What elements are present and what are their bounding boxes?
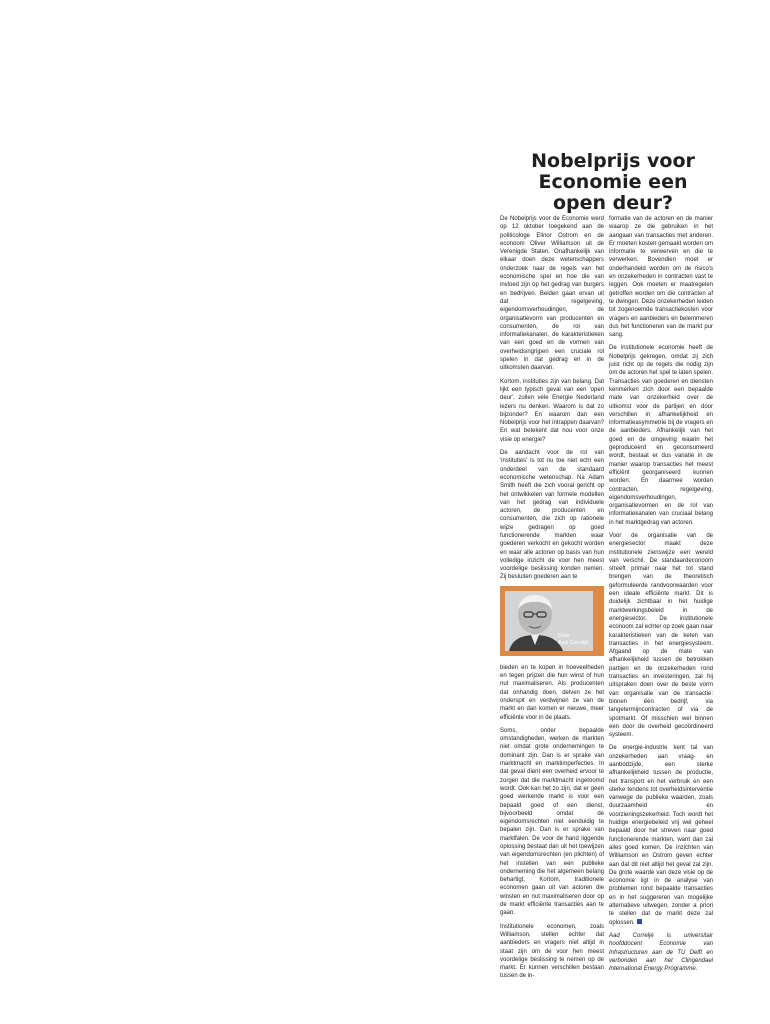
right-column xyxy=(609,215,713,978)
paragraph-final xyxy=(609,744,713,927)
title-line-1: Nobelprijs voor xyxy=(531,150,695,172)
author-photo-frame xyxy=(500,586,604,656)
paragraph: Institutionele economen, zoals Williamson, stellen echter dat aanbieders en vragers niet altijd in staat zijn om de voor hen meest voordelige beslissing te nemen op de markt. Er kunnen verschillen bestaan tussen de in- xyxy=(500,923,604,980)
photo-caption xyxy=(558,633,598,647)
paragraph-text: De energie-industrie kent tal van onzekerheden aan vraag- en aanbodzijde, een sterke afhankelijkheid tussen de productie, het transport en het verbruik en een sterke tendens tot overheidsinterventie vanwege de publieke waarden, zoals duurzaamheid en voorzieningszekerheid. Toch wordt het huidige energiebeleid vrij wel geheel bepaald door het streven naar goed functionerende markten, want dan zal alles goed komen. De inzichten van Williamson en Ostrom geven echter aan dat dit niet altijd het geval zal zijn. De grote waarde van deze visie op de economie ligt in de analyse van problemen rond bepaalde transacties en in het suggereren van mogelijke alternatieve uitwegen, zonder a priori te stellen dat de markt deze zal oplossen. xyxy=(609,745,713,926)
left-column xyxy=(500,215,604,986)
caption-author: Aad Correljé xyxy=(558,639,589,646)
caption-by: Door xyxy=(558,632,570,639)
title-line-3: open deur? xyxy=(552,192,674,214)
paragraph: Voor de organisatie van de energiesector maakt deze institutionele zienswijze een wereld van verschil. De standaardeconoom streeft primair naar het tot stand brengen van de theoretisch geformuleerde randvoorwaarden voor een ideale efficiënte markt. Dit is duidelijk zichtbaar in het huidige marktwerkingsbeleid in de energiesector. De institutionele econoom zal echter op zoek gaan naar karakteristieken van de keten van transacties in het energiesysteem. Afgaand op de mate van afhankelijkheid tussen de betrokken partijen en de onzekerheden rond transacties en investeringen, zal hij uitspraken doen over de beste vorm van organisatie van de transactie: binnen één bedrijf, via langetermijncontracten of via de spotmarkt. Of misschien wel binnen een door de overheid gecoördineerd systeem. xyxy=(609,532,713,739)
paragraph: formatie van de actoren en de manier waarop ze die gebruiken in het aangaan van transacties met anderen. Er moeten kosten gemaakt worden om informatie te verwerven en die te verwerken. Bovendien moet er onderhandeld worden om de risico's en onzekerheden in contracten vast te leggen. Ook moeten er maatregelen getroffen worden om die contracten af te dwingen. Deze onzekerheden leiden tot zogenoemde transactiekosten voor vragers en aanbieders en belemmeren dus het functioneren van de markt pur sang. xyxy=(609,216,713,339)
paragraph: De aandacht voor de rol van 'instituties' is tot nu toe niet echt een onderdeel van de standaard economische wetenschap. Na Adam Smith heeft die zich vooral gericht op het ontwikkelen van formele modellen van het gedrag van individuele actoren, de producenten en consumenten, die zich op rationele wijze gedragen op goed functionerende markten waar goederen verkocht en gekocht worden en waar alle actoren op basis van hun volledige inzicht de voor hen meest voordelige beslissing konden nemen. Zij besluiten goederen aan te xyxy=(500,450,604,581)
article-title xyxy=(500,151,726,214)
paragraph: bieden en te kopen in hoeveelheden en tegen prijzen die hun winst of hun nut maximaliseren. Als producenten dat onhandig doen, delven ze het onderspit en verdwijnen ze van de markt en dan komen er nieuwe, meer efficiënte voor in de plaats. xyxy=(500,664,604,721)
author-note: Aad Correljé is universitair hoofddocent Economie van Infrastructuren aan de TU Delft en verbonden aan het Clingendael International Energy Programme. xyxy=(609,932,713,973)
paragraph: Kortom, instituties zijn van belang. Dat lijkt een typisch geval van een 'open deur', zullen vele Energie Nederland lezers nu denken. Waarom is dat zo bijzonder? En waarom dan een Nobelprijs voor het intrappen daarvan? En wat betekent dat nou voor onze visie op energie? xyxy=(500,378,604,443)
paragraph: De institutionele economie heeft de Nobelprijs gekregen, omdat zij zich juist richt op de regels die nodig zijn om de actoren het spel te laten spelen. Transacties van goederen en diensten kenmerken zich door een bepaalde mate van onzekerheid over de uitkomst voor de partijen en door verschillen in afhankelijkheid en informatieasymmetrie bij de vragers en de aanbieders. Afhankelijk van het goed en de omgeving waarin het geproduceerd en geconsumeerd wordt, bestaat er dus variatie in de manier waarop transacties het meest efficiënt georganiseerd kunnen worden. En daarmee worden contracten, regelgeving, eigendomsverhoudingen, organisatievormen en de rol van informatiekanalen van cruciaal belang in het marktgedrag van actoren. xyxy=(609,345,713,526)
end-of-article-icon xyxy=(637,919,642,924)
paragraph: De Nobelprijs voor de Economie werd op 12 oktober toegekend aan de politicologe Elinor Ostrom en de econoom Oliver Williamson uit de Verenigde Staten. Onafhankelijk van elkaar doen deze wetenschappers onderzoek naar de regels van het economische spel en hoe die van invloed zijn op het gedrag van burgers en bedrijven. Beiden gaan ervan uit dat regelgeving, eigendomsverhoudingen, de organisatievorm van producenten en consumenten, de rol van informatiekanalen, de karakteristieken van een goed en de vormen van overheidsingrijpen een cruciale rol spelen in dat gedrag en in de uitkomsten daarvan. xyxy=(500,216,604,372)
title-line-2: Economie een xyxy=(538,171,688,193)
paragraph: Soms, onder bepaalde omstandigheden, werken de markten niet omdat grote ondernemingen te dominant zijn. Dan is er sprake van marktmacht en marktimperfecties. In dat geval dient een overheid ervoor te zorgen dat die marktmacht ingetoomd wordt. Ook kan het zo zijn, dat er geen goed werkende markt is voor een bepaald goed of een dienst, bijvoorbeeld omdat de eigendomsrechten niet eenduidig te bepalen zijn. Dan is er sprake van marktfalen. De voor de hand liggende oplossing bestaat dan uit het toewijzen van eigendomsrechten (en plichten) of het instellen van een publieke onderneming die het algemeen belang behartigt. Kortom, traditionele economen gaan uit van actoren die winsten en nut maximaliseren door op de markt efficiënte transacties aan te gaan. xyxy=(500,727,604,917)
